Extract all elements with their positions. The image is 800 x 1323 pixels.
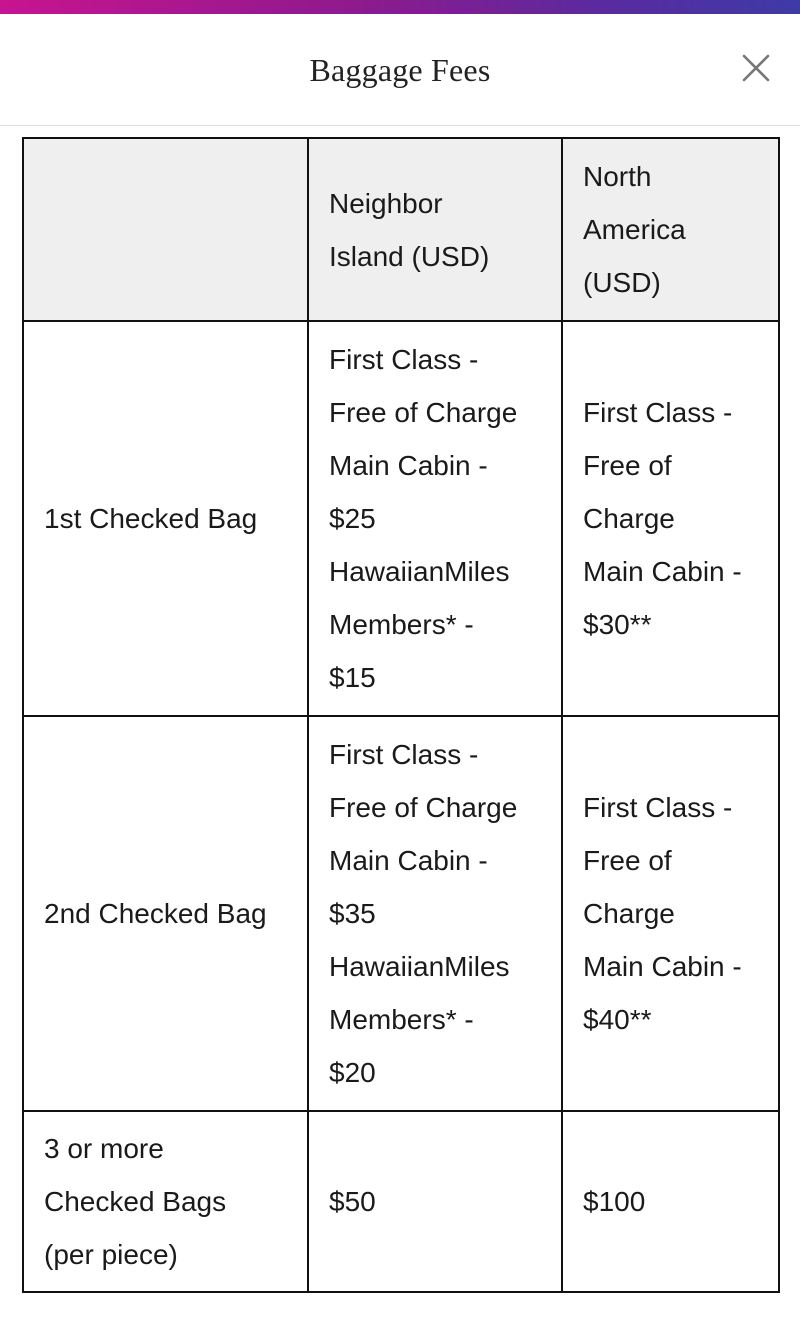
baggage-fees-table [22, 137, 780, 1293]
north-america-fee-cell: $100 [562, 1111, 779, 1292]
header-cell-neighbor-island [308, 138, 562, 321]
close-button[interactable] [740, 52, 772, 84]
header-cell-empty [23, 138, 308, 321]
page-title: Baggage Fees [309, 52, 491, 88]
table-row [23, 321, 779, 716]
north-america-fee-cell: First Class - Free of Charge Main Cabin - $30** [562, 321, 779, 716]
header-label: North America (USD) [583, 161, 686, 298]
north-america-fee-cell: First Class - Free of Charge Main Cabin - $40** [562, 716, 779, 1111]
row-label-cell: 3 or more Checked Bags (per piece) [23, 1111, 308, 1292]
top-accent-bar [0, 0, 800, 14]
header-label: Neighbor Island (USD) [329, 187, 490, 272]
close-icon [740, 52, 772, 84]
table-row [23, 1111, 779, 1292]
neighbor-island-fee-cell: $50 [308, 1111, 562, 1292]
table-header-row [23, 138, 779, 321]
table-row [23, 716, 779, 1111]
neighbor-island-fee-cell: First Class - Free of Charge Main Cabin - $25 HawaiianMiles Members* - $15 [308, 321, 562, 716]
row-label-cell: 2nd Checked Bag [23, 716, 308, 1111]
neighbor-island-fee-cell: First Class - Free of Charge Main Cabin - $35 HawaiianMiles Members* - $20 [308, 716, 562, 1111]
header-cell-north-america [562, 138, 779, 321]
modal-header [0, 14, 800, 126]
row-label-cell: 1st Checked Bag [23, 321, 308, 716]
